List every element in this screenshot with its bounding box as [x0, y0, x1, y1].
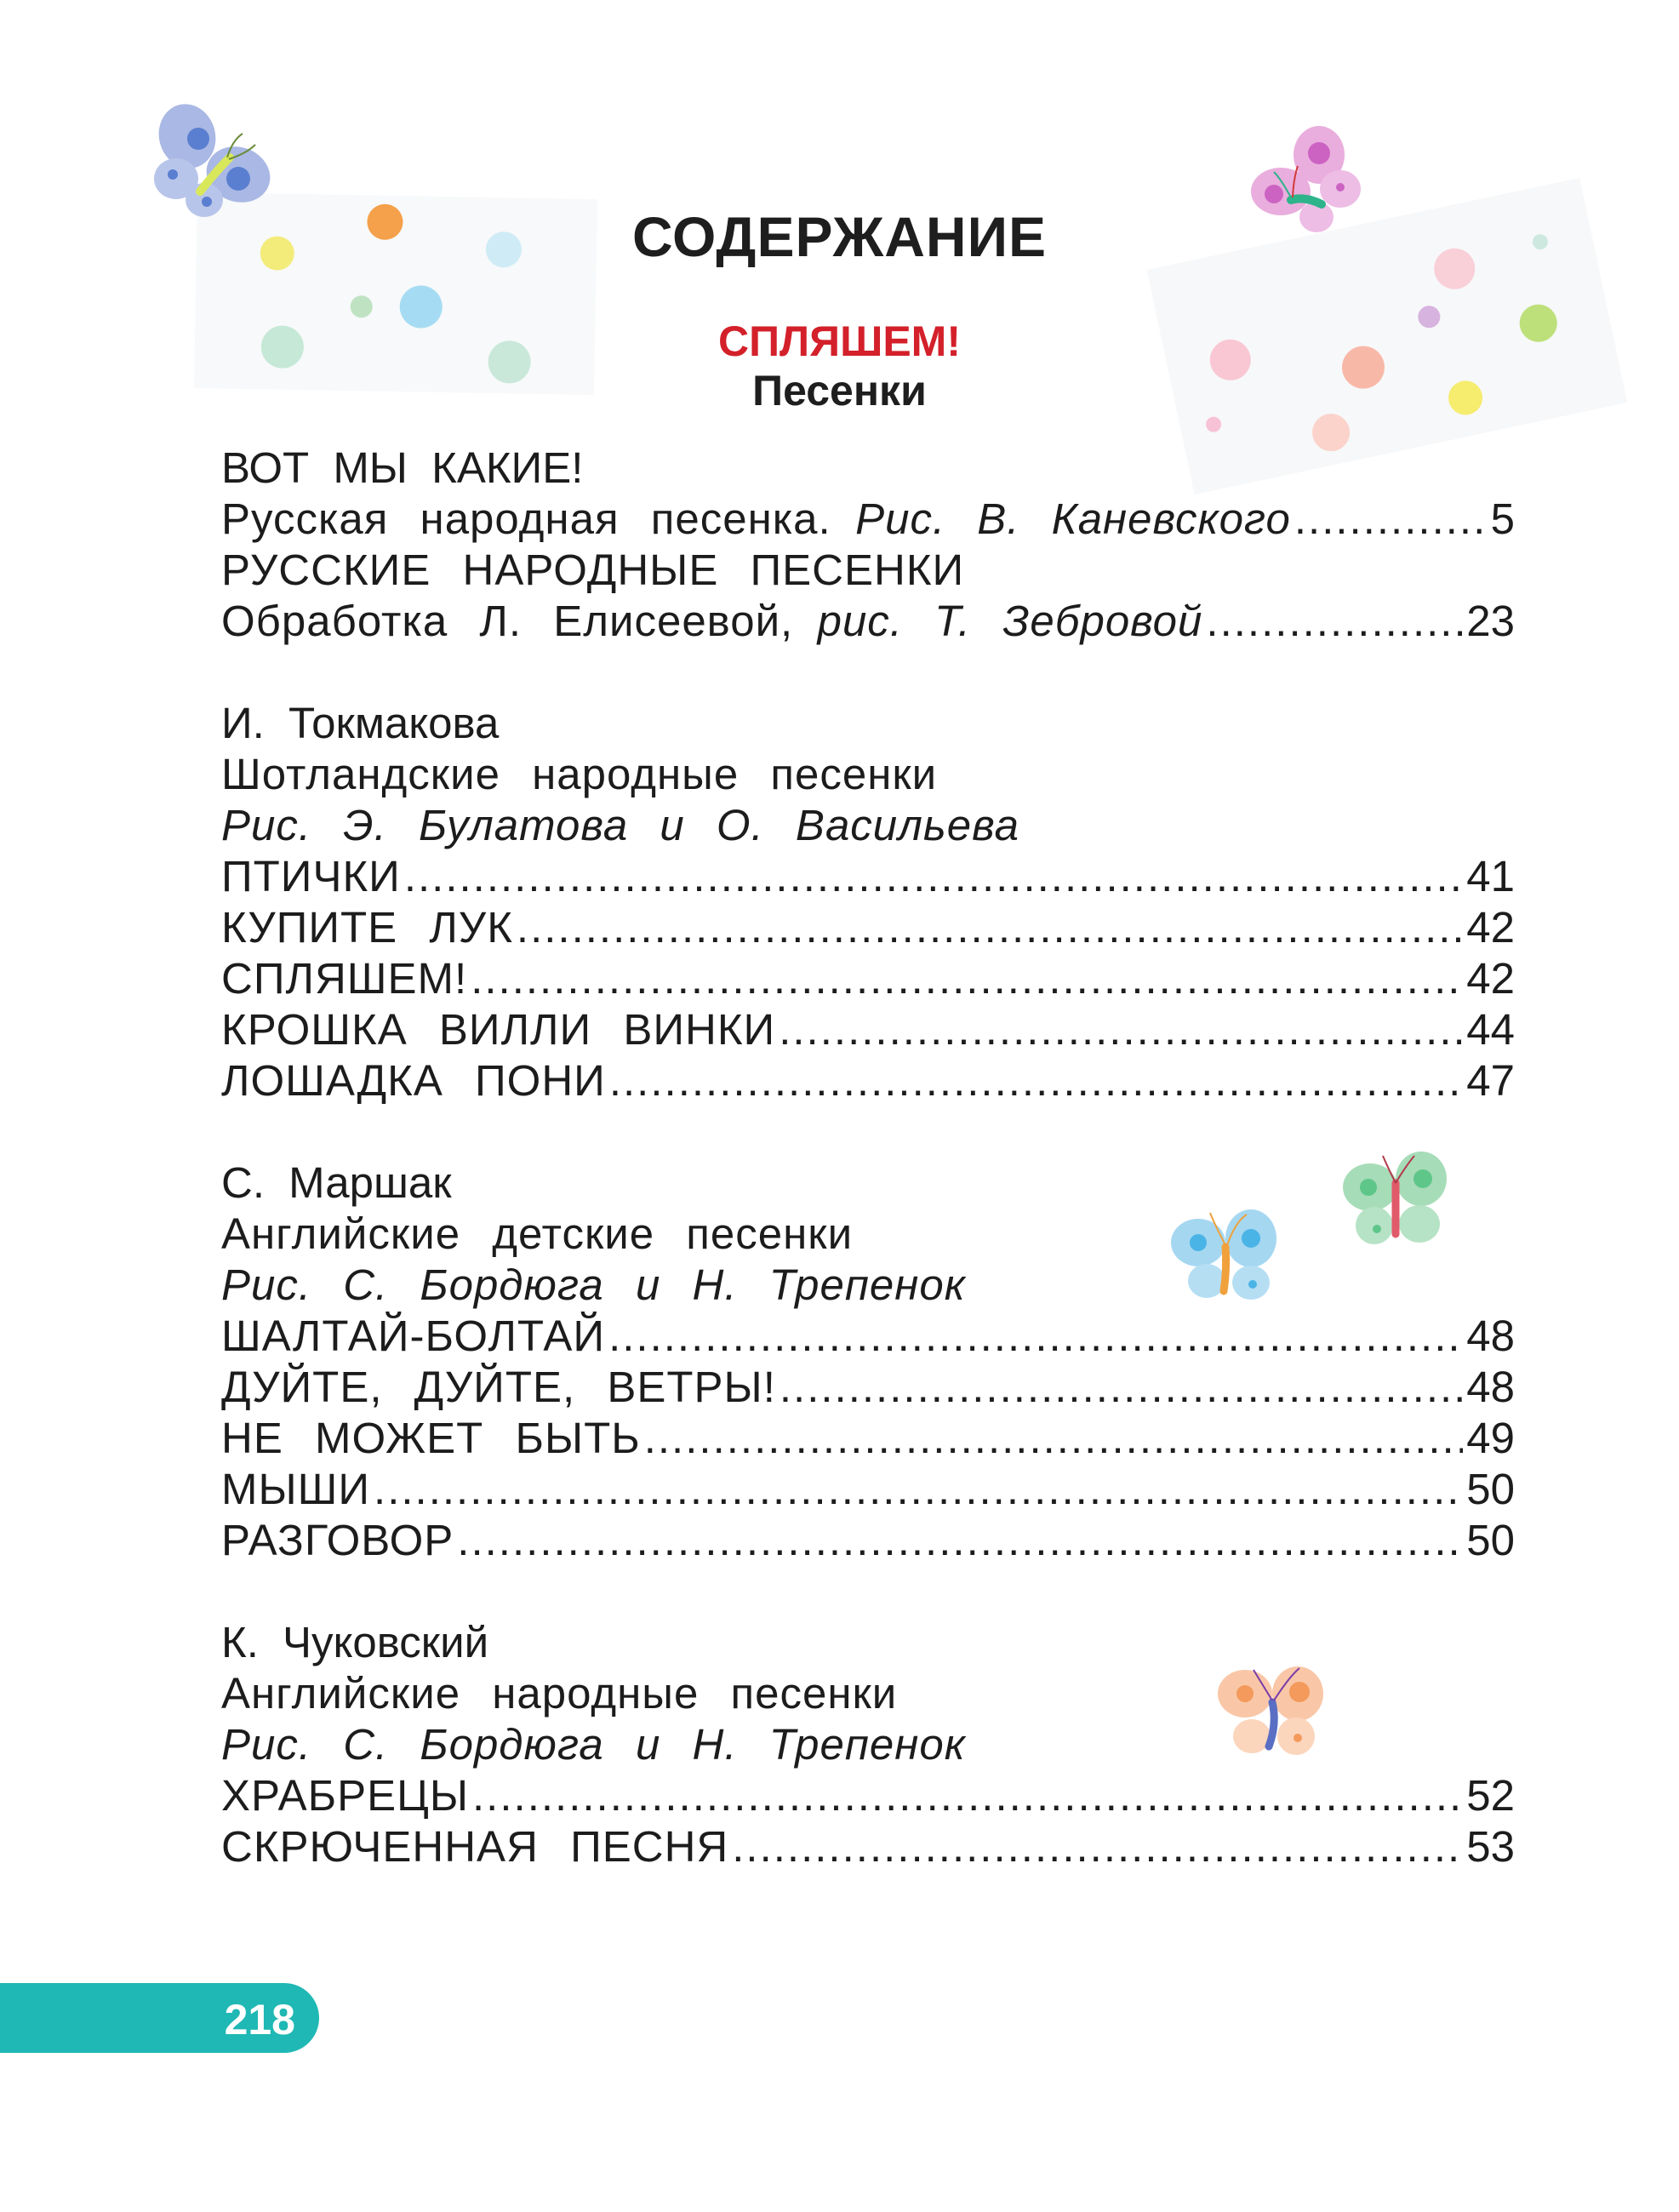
- dot-leader: [457, 1515, 1463, 1566]
- toc-entry[interactable]: СКРЮЧЕННАЯ ПЕСНЯ ..... 53: [221, 1821, 1515, 1872]
- toc-entry[interactable]: КРОШКА ВИЛЛИ ВИНКИ ..... 44: [221, 1004, 1515, 1055]
- page-ref: 50: [1466, 1465, 1515, 1513]
- toc-collection: Английские детские песенки: [221, 1209, 854, 1258]
- page-ref: 5: [1490, 494, 1515, 543]
- dot-leader: [732, 1821, 1463, 1872]
- page-ref: 47: [1466, 1056, 1515, 1105]
- page-ref: 49: [1466, 1414, 1515, 1462]
- toc-author: С. Маршак: [221, 1158, 452, 1207]
- page-number: 218: [224, 1996, 295, 2043]
- page-ref: 42: [1466, 903, 1515, 952]
- page-ref: 48: [1466, 1312, 1515, 1360]
- page-ref: 52: [1466, 1771, 1515, 1820]
- dot-leader: [609, 1055, 1463, 1106]
- page-ref: 53: [1466, 1822, 1515, 1871]
- toc-entry[interactable]: Обработка Л. Елисеевой, рис. Т. Зебровой ..... 23: [221, 596, 1515, 647]
- dot-leader: [471, 953, 1463, 1004]
- dot-leader: [374, 1464, 1463, 1515]
- dot-leader: [517, 902, 1463, 953]
- toc-heading: ВОТ МЫ КАКИЕ!: [221, 443, 584, 492]
- page-title: СОДЕРЖАНИЕ: [631, 205, 1048, 268]
- toc-entry[interactable]: Русская народная песенка. Рис. В. Каневского ..... 5: [221, 494, 1515, 545]
- page-ref: 48: [1466, 1363, 1515, 1411]
- toc-illustrators: Рис. С. Бордюга и Н. Трепенок: [221, 1260, 966, 1309]
- dot-leader: [404, 851, 1463, 902]
- toc-author: К. Чуковский: [221, 1618, 489, 1666]
- toc-collection: Шотландские народные песенки: [221, 750, 938, 798]
- toc-illustrators: Рис. Э. Булатова и О. Васильева: [221, 801, 1019, 849]
- page-number-badge: [0, 1983, 319, 2053]
- toc-entry[interactable]: ХРАБРЕЦЫ ..... 52: [221, 1770, 1515, 1821]
- dot-leader: [1206, 596, 1463, 647]
- dot-leader: [608, 1311, 1463, 1362]
- toc-entry[interactable]: ПТИЧКИ ..... 41: [221, 851, 1515, 902]
- toc-entry[interactable]: ЛОШАДКА ПОНИ ..... 47: [221, 1055, 1515, 1106]
- page-ref: 23: [1466, 597, 1515, 645]
- toc-author: И. Токмакова: [221, 699, 500, 747]
- toc-entry[interactable]: РАЗГОВОР ..... 50: [221, 1515, 1515, 1566]
- page-ref: 44: [1466, 1005, 1515, 1054]
- page-ref: 41: [1466, 852, 1515, 900]
- toc-collection: Английские народные песенки: [221, 1669, 898, 1718]
- toc-entry[interactable]: ДУЙТЕ, ДУЙТЕ, ВЕТРЫ! ..... 48: [221, 1362, 1515, 1413]
- dot-leader: [1294, 494, 1488, 545]
- toc-heading: РУССКИЕ НАРОДНЫЕ ПЕСЕНКИ: [221, 546, 965, 594]
- toc-illustrators: Рис. С. Бордюга и Н. Трепенок: [221, 1720, 966, 1769]
- page-ref: 42: [1466, 954, 1515, 1003]
- section-title: СПЛЯШЕМ!: [718, 317, 961, 365]
- dot-leader: [472, 1770, 1463, 1821]
- toc-entry[interactable]: КУПИТЕ ЛУК ..... 42: [221, 902, 1515, 953]
- section-subtitle: Песенки: [752, 367, 927, 414]
- table-of-contents: [221, 443, 1515, 1872]
- dot-leader: [780, 1362, 1463, 1413]
- toc-entry[interactable]: СПЛЯШЕМ! ..... 42: [221, 953, 1515, 1004]
- dot-leader: [644, 1413, 1464, 1464]
- toc-entry[interactable]: МЫШИ ..... 50: [221, 1464, 1515, 1515]
- toc-entry[interactable]: ШАЛТАЙ-БОЛТАЙ ..... 48: [221, 1311, 1515, 1362]
- page-ref: 50: [1466, 1516, 1515, 1564]
- toc-entry[interactable]: НЕ МОЖЕТ БЫТЬ ..... 49: [221, 1413, 1515, 1464]
- dot-leader: [779, 1004, 1463, 1055]
